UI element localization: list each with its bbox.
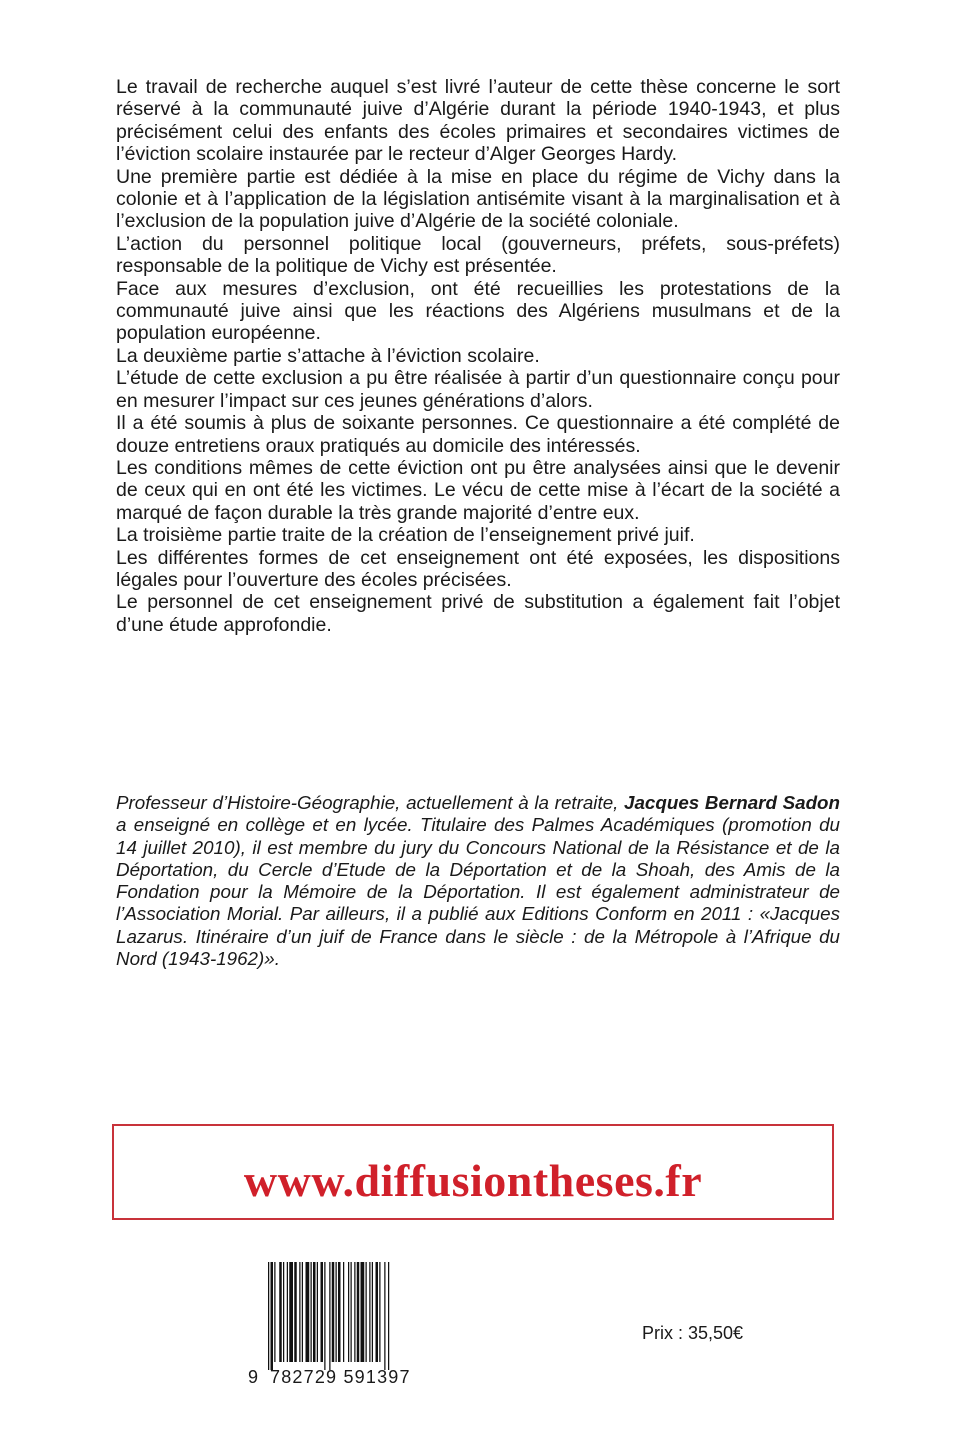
summary-paragraph: La troisième partie traite de la création de l’enseignement privé juif. [116, 524, 695, 547]
summary-paragraph: Le personnel de cet enseignement privé de substitution a également fait l’objet d’une étude approfondie. [116, 591, 840, 636]
summary-paragraph: Le travail de recherche auquel s’est livré l’auteur de cette thèse concerne le sort réservé à la communauté juive d’Algérie durant la période 1940-1943, et plus précisément celui des enfants des écoles primaires et secondaires victimes de l’éviction scolaire instaurée par le recteur d’Alger Georges Hardy. [116, 76, 840, 166]
summary-text [116, 76, 840, 636]
summary-paragraph: Une première partie est dédiée à la mise en place du régime de Vichy dans la colonie et à l’application de la législation antisémite visant à la marginalisation et à l’exclusion de la population juive d’Algérie de la société coloniale. [116, 165, 840, 233]
barcode-digits: 782729 591397 [270, 1367, 411, 1387]
summary-paragraph: La deuxième partie s’attache à l’éviction scolaire. [116, 344, 540, 367]
barcode-bars [268, 1262, 450, 1370]
bio-intro: Professeur d’Histoire-Géographie, actuellement à la retraite, [116, 792, 625, 813]
bio-rest: a enseigné en collège et en lycée. Titulaire des Palmes Académiques (promotion du 14 juillet 2010), il est membre du jury du Concours National de la Résistance et de la Déportation, du Cercle d’Etude de la Déportation et de la Shoah, des Amis de la Fondation pour la Mémoire de la Déportation. Il est également administrateur de l’Association Morial. Par ailleurs, il a publié aux Editions Conform en 2011 : «Jacques Lazarus. Itinéraire d’un juif de France dans le siècle : de la Métropole à l’Afrique du Nord (1943-1962)». [116, 814, 840, 970]
website-link[interactable]: www.diffusiontheses.fr [243, 1154, 703, 1206]
website-box [112, 1124, 834, 1220]
barcode [248, 1262, 454, 1390]
summary-paragraph: Il a été soumis à plus de soixante personnes. Ce questionnaire a été complété de douze entretiens oraux pratiqués au domicile des intéressés. [116, 412, 840, 457]
summary-paragraph: Les différentes formes de cet enseignement ont été exposées, les dispositions légales pour l’ouverture des écoles précisées. [116, 546, 840, 591]
author-name: Jacques Bernard Sadon [624, 792, 840, 813]
summary-paragraph: Face aux mesures d’exclusion, ont été recueillies les protestations de la communauté juive ainsi que les réactions des Algériens musulmans et de la population européenne. [116, 277, 840, 345]
price-label: Prix : 35,50€ [642, 1323, 744, 1343]
summary-paragraph: Les conditions mêmes de cette éviction ont pu être analysées ainsi que le devenir de ceux qui en ont été les victimes. Le vécu de cette mise à l’écart de la société a marqué de façon durable la très grande majorité d’entre eux. [116, 456, 840, 524]
barcode-first-digit: 9 [248, 1367, 259, 1387]
summary-paragraph: L’étude de cette exclusion a pu être réalisée à partir d’un questionnaire conçu pour en mesurer l’impact sur ces jeunes générations d’alors. [116, 367, 840, 412]
author-bio [116, 792, 840, 970]
summary-paragraph: L’action du personnel politique local (gouverneurs, préfets, sous-préfets) responsable de la politique de Vichy est présentée. [116, 232, 840, 278]
